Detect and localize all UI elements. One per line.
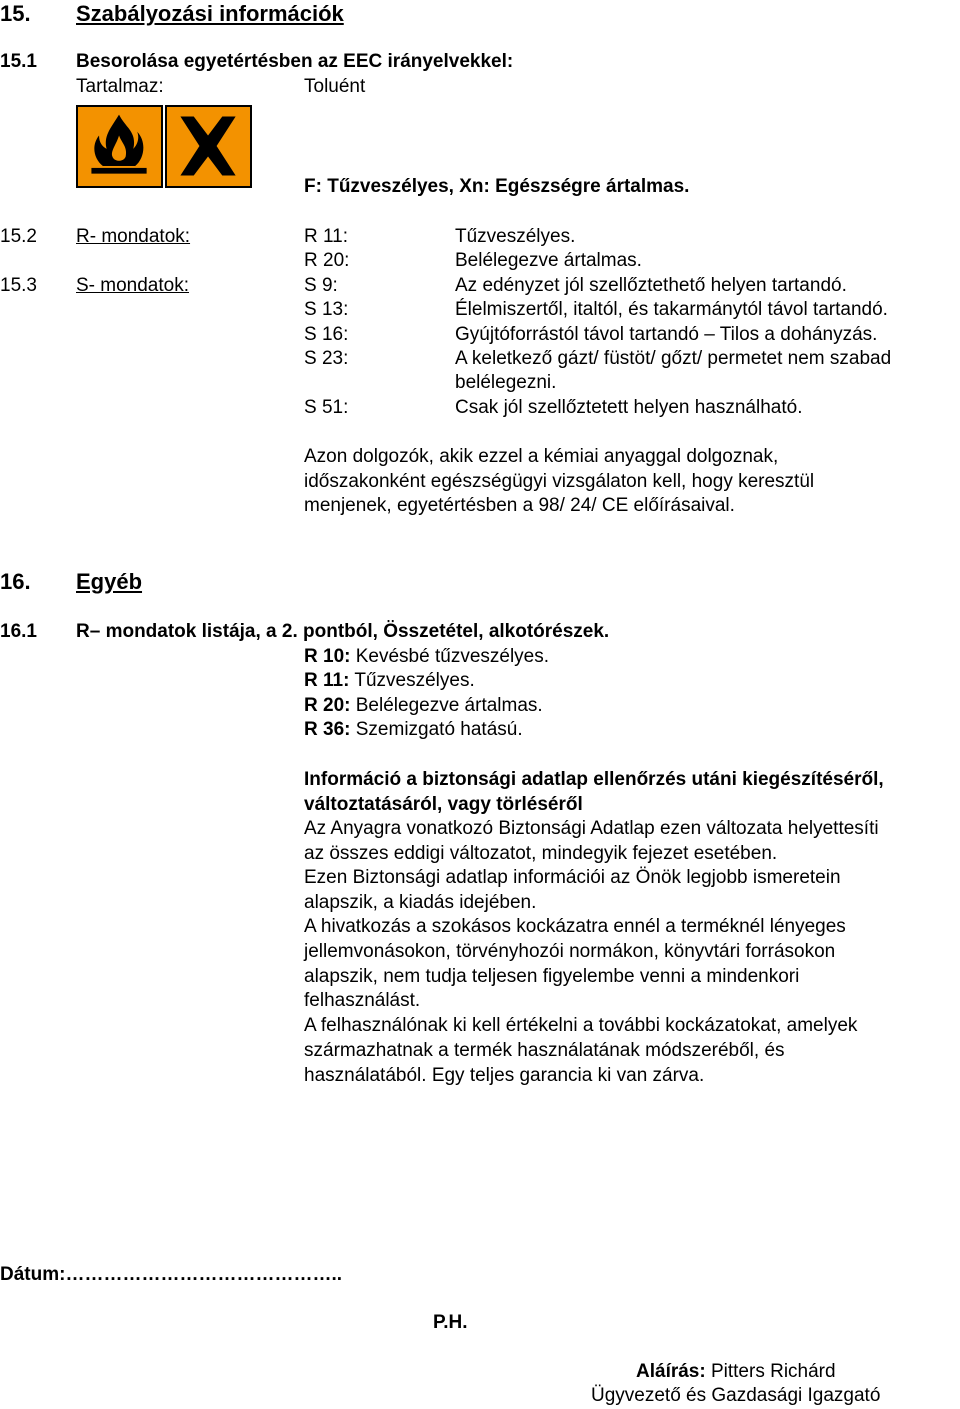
- info-heading-line: Információ a biztonsági adatlap ellenőrzés utáni kiegészítéséről,: [304, 769, 884, 790]
- r-list-text: Szemizgató hatású.: [355, 719, 523, 740]
- s-phrase-text: Élelmiszertől, italtól, és takarmánytól távol tartandó.: [455, 299, 888, 320]
- section15-2-title: R- mondatok:: [76, 226, 191, 247]
- r-list-code: R 20:: [304, 695, 351, 716]
- r-phrase-text: Tűzveszélyes.: [455, 226, 576, 247]
- flame-icon: [76, 105, 163, 188]
- section15-1-title: Besorolása egyetértésben az EEC irányelvekkel:: [76, 51, 514, 72]
- section15-3-title: S- mondatok:: [76, 275, 189, 296]
- s-phrase-code: S 23:: [304, 348, 349, 369]
- signature-name: Pitters Richárd: [710, 1361, 836, 1382]
- info-heading-line: változtatásáról, vagy törléséről: [304, 794, 583, 815]
- r-list-text: Tűzveszélyes.: [354, 670, 475, 691]
- r-phrase-text: Belélegezve ártalmas.: [455, 250, 642, 271]
- section16-1-number: 16.1: [0, 621, 37, 642]
- section15-2-number: 15.2: [0, 226, 37, 247]
- r-phrase-code: R 11:: [304, 226, 349, 247]
- section15-3-number: 15.3: [0, 275, 37, 296]
- contains-label: Tartalmaz:: [76, 76, 164, 97]
- section16-number: 16.: [0, 569, 31, 594]
- workers-note-line: menjenek, egyetértésben a 98/ 24/ CE előírásaival.: [304, 495, 735, 516]
- classification-text: F: Tűzveszélyes, Xn: Egészségre ártalmas.: [304, 176, 690, 197]
- info-line: felhasználást.: [304, 990, 421, 1011]
- r-list-text: Kevésbé tűzveszélyes.: [355, 646, 550, 667]
- info-line: használatából. Egy teljes garancia ki van zárva.: [304, 1065, 705, 1086]
- r-list-code: R 36:: [304, 719, 351, 740]
- info-line: alapszik, nem tudja teljesen figyelembe venni a mindenkori: [304, 966, 800, 987]
- r-list-item: [304, 647, 549, 666]
- r-list-item: [304, 696, 543, 715]
- section16-1-title: R– mondatok listája, a 2. pontból, Összetétel, alkotórészek.: [76, 621, 610, 642]
- signature-title: Ügyvezető és Gazdasági Igazgató: [591, 1385, 881, 1406]
- info-line: származhatnak a termék használatának módszeréből, és: [304, 1040, 785, 1061]
- date-label: Dátum:……………………………………..: [0, 1264, 342, 1285]
- info-line: Az Anyagra vonatkozó Biztonsági Adatlap ezen változata helyettesíti: [304, 818, 879, 839]
- r-list-text: Belélegezve ártalmas.: [355, 695, 543, 716]
- info-line: Ezen Biztonsági adatlap információi az Önök legjobb ismeretein: [304, 867, 841, 888]
- info-line: alapszik, a kiadás idejében.: [304, 892, 537, 913]
- section15-number: 15.: [0, 1, 31, 26]
- s-phrase-text: Csak jól szellőztetett helyen használható.: [455, 397, 803, 418]
- section16-title: Egyéb: [76, 569, 143, 594]
- s-phrase-code: S 16:: [304, 324, 349, 345]
- info-line: az összes eddigi változatot, mindegyik fejezet esetében.: [304, 843, 778, 864]
- workers-note-line: időszakonként egészségügyi vizsgálaton kell, hogy keresztül: [304, 471, 815, 492]
- contains-value: Toluént: [304, 76, 366, 97]
- harmful-x-icon: [165, 105, 252, 188]
- info-line: A felhasználónak ki kell értékelni a további kockázatokat, amelyek: [304, 1015, 858, 1036]
- r-list-item: [304, 720, 523, 739]
- info-line: jellemvonásokon, törvényhozói normákon, könyvtári forrásokon: [304, 941, 836, 962]
- s-phrase-text: A keletkező gázt/ füstöt/ gőzt/ permetet nem szabad: [455, 348, 892, 369]
- section15-1-number: 15.1: [0, 51, 37, 72]
- signature-line: [636, 1362, 836, 1381]
- s-phrase-text-continued: belélegezni.: [455, 372, 557, 393]
- s-phrase-text: Az edényzet jól szellőztethető helyen tartandó.: [455, 275, 847, 296]
- s-phrase-code: S 51:: [304, 397, 349, 418]
- info-line: A hivatkozás a szokásos kockázatra ennél a terméknél lényeges: [304, 916, 846, 937]
- r-phrase-code: R 20:: [304, 250, 350, 271]
- r-list-code: R 11:: [304, 670, 350, 691]
- r-list-item: [304, 671, 475, 690]
- r-list-code: R 10:: [304, 646, 351, 667]
- s-phrase-text: Gyújtóforrástól távol tartandó – Tilos a dohányzás.: [455, 324, 878, 345]
- signature-label: Aláírás:: [636, 1361, 706, 1382]
- stamp-label: P.H.: [433, 1312, 468, 1333]
- workers-note-line: Azon dolgozók, akik ezzel a kémiai anyaggal dolgoznak,: [304, 446, 779, 467]
- s-phrase-code: S 13:: [304, 299, 349, 320]
- section15-title: Szabályozási információk: [76, 1, 344, 26]
- s-phrase-code: S 9:: [304, 275, 338, 296]
